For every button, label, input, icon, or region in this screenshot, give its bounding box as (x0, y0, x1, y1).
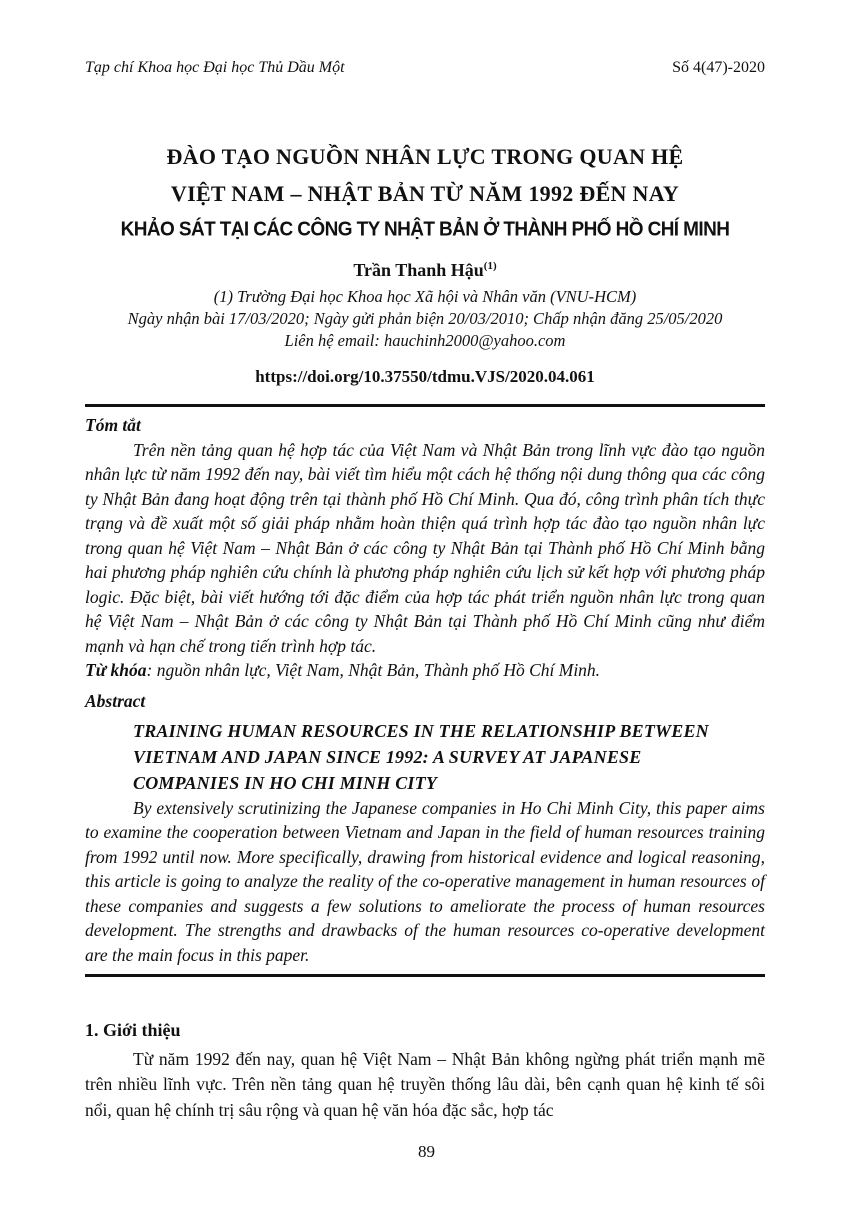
separator-rule-bottom (85, 974, 765, 977)
abstract-vi-label: Tóm tắt (85, 414, 141, 435)
dates-line: Ngày nhận bài 17/03/2020; Ngày gửi phản biện 20/03/2010; Chấp nhận đăng 25/05/2020 (127, 309, 723, 328)
section-1-paragraph: Từ năm 1992 đến nay, quan hệ Việt Nam – Nhật Bản không ngừng phát triển mạnh mẽ trên nhiều lĩnh vực. Trên nền tảng quan hệ truyền thống lâu dài, bên cạnh quan hệ kinh tế sôi nổi, quan hệ chính trị sâu rộng và quan hệ văn hóa đặc sắc, hợp tác (85, 1048, 765, 1120)
keywords-label: Từ khóa (85, 660, 147, 680)
separator-rule-top (85, 404, 765, 407)
article-title-block (85, 138, 765, 245)
author-affiliation-marker: (1) (483, 260, 497, 272)
doi-link: https://doi.org/10.37550/tdmu.VJS/2020.04.061 (255, 367, 595, 386)
author-name: Trần Thanh Hậu (353, 260, 484, 280)
affiliation-line: (1) Trường Đại học Khoa học Xã hội và Nhân văn (VNU-HCM) (213, 287, 637, 306)
abstract-en-label: Abstract (85, 690, 146, 711)
running-head (85, 58, 765, 78)
journal-name: Tạp chí Khoa học Đại học Thủ Dầu Một (85, 59, 345, 76)
author-line (85, 253, 765, 283)
abstract-vi-text: Trên nền tảng quan hệ hợp tác của Việt Nam và Nhật Bản trong lĩnh vực đào tạo nguồn nhân lực từ năm 1992 đến nay, bài viết tìm hiểu một cách hệ thống nội dung thông qua các công ty Nhật Bản đang hoạt động trên tại thành phố Hồ Chí Minh. Qua đó, công trình phân tích thực trạng và đề xuất một số giải pháp nhằm hoàn thiện quá trình hợp tác đào tạo nguồn nhân lực trong quan hệ Việt Nam – Nhật Bản ở các công ty Nhật Bản tại Thành phố Hồ Chí Minh bằng hai phương pháp nghiên cứu chính là phương pháp nghiên cứu lịch sử kết hợp với phương pháp logic. Đặc biệt, bài viết hướng tới đặc điểm của hợp tác phát triển nguồn nhân lực trong quan hệ Việt Nam – Nhật Bản ở các công ty Nhật Bản tại Thành phố Hồ Chí Minh cũng như điểm mạnh và hạn chế trong tiến trình hợp tác. (85, 439, 765, 656)
contact-email-line: Liên hệ email: hauchinh2000@yahoo.com (284, 331, 566, 350)
article-subtitle: KHẢO SÁT TẠI CÁC CÔNG TY NHẬT BẢN Ở THÀNH PHỐ HỒ CHÍ MINH (120, 218, 730, 241)
keywords-line (85, 658, 765, 683)
page-number: 89 (418, 1142, 435, 1161)
abstract-en-text: By extensively scrutinizing the Japanese companies in Ho Chi Minh City, this paper aims to examine the cooperation between Vietnam and Japan in the field of human resources training from 1992 until now. More specifically, drawing from historical evidence and logical reasoning, this article is going to analyze the reality of the co-operative management in human resources of these companies and suggests a few solutions to ameliorate the process of human resources development. The strengths and drawbacks of the human resources co-operative development are the main focus in this paper. (85, 797, 765, 965)
article-title-line-2: VIỆT NAM – NHẬT BẢN TỪ NĂM 1992 ĐẾN NAY (170, 181, 680, 206)
abstract-en-title: TRAINING HUMAN RESOURCES IN THE RELATIONSHIP BETWEEN VIETNAM AND JAPAN SINCE 1992: A SURVEY AT JAPANESE COMPANIES IN HO CHI MINH CITY (133, 720, 709, 793)
keywords-text: : nguồn nhân lực, Việt Nam, Nhật Bản, Thành phố Hồ Chí Minh. (146, 660, 601, 680)
section-1-heading: 1. Giới thiệu (85, 1019, 181, 1040)
article-title-line-1: ĐÀO TẠO NGUỒN NHÂN LỰC TRONG QUAN HỆ (166, 144, 684, 169)
issue-number: Số 4(47)-2020 (672, 59, 765, 76)
